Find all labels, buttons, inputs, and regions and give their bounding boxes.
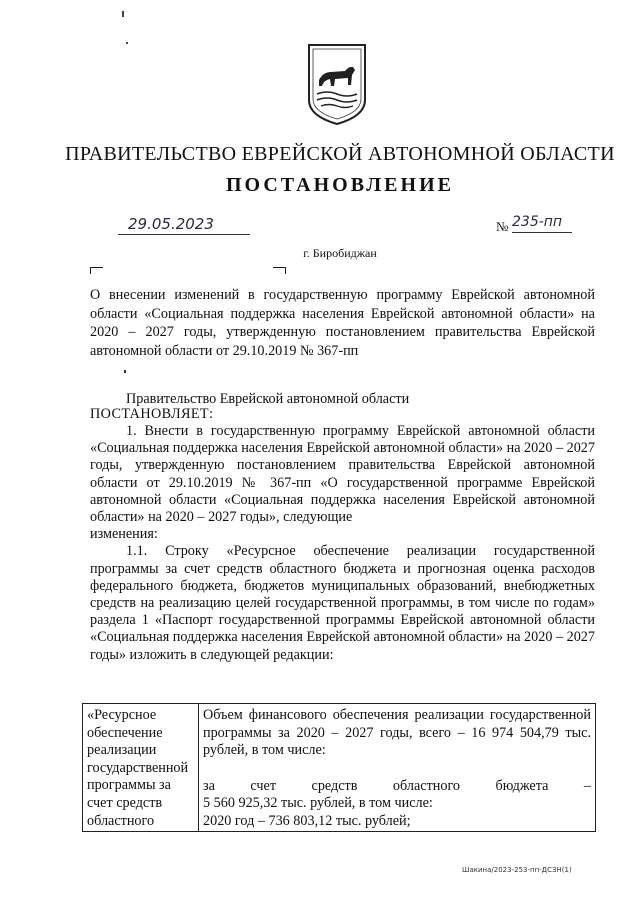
resolve-line: ПОСТАНОВЛЯЕТ: <box>90 406 214 422</box>
scan-speck <box>122 11 124 17</box>
document-subject: О внесении изменений в государственную программу Еврейской автономной области «Социальная поддержка населения Еврейской автономной области» на 2020 – 2027 годы, утвержденную постановлением правительства Еврейской автономной области от 29.10.2019 № 367-пп <box>90 287 595 359</box>
government-title: ПРАВИТЕЛЬСТВО ЕВРЕЙСКОЙ АВТОНОМНОЙ ОБЛАСТИ <box>65 143 615 165</box>
item-1-1: 1.1. Строку «Ресурсное обеспечение реализации государственной программы за счет средств областного бюджета и прогнозная оценка расходов федерального бюджета, бюджетов муниципальных образований, внебюджетных средств на реализацию целей государственной программы, в том числе по годам» раздела 1 «Паспорт государственной программы Еврейской автономной области «Социальная поддержка населения Еврейской автономной области» на 2020 – 2027 годы» изложить в следующей редакции: <box>90 543 595 663</box>
table-cell-value <box>199 704 596 832</box>
regional-budget-value: 5 560 925,32 тыс. рублей, в том числе: <box>203 795 433 812</box>
resource-table <box>82 703 596 832</box>
document-date: 29.05.2023 <box>118 215 250 235</box>
subject-corner-right <box>273 267 286 274</box>
total-funding: Объем финансового обеспечения реализации государственной программы за 2020 – 2027 годы, всего – 16 974 504,79 тыс. рублей, в том числе: <box>203 707 591 759</box>
emblem-icon <box>305 42 369 126</box>
city-line: г. Биробиджан <box>303 246 377 260</box>
intro-line: Правительство Еврейской автономной области <box>126 391 410 407</box>
scan-speck <box>126 42 128 44</box>
table-row <box>83 704 596 832</box>
scan-speck <box>124 370 126 373</box>
document-body <box>90 423 595 664</box>
footer-reference: Шакина/2023-253-пп-ДСЗН(1) <box>462 866 572 874</box>
document-number: 235-пп <box>512 214 572 233</box>
document-type-title: ПОСТАНОВЛЕНИЕ <box>226 174 454 196</box>
item-1: 1. Внести в государственную программу Еврейской автономной области «Социальная поддержка населения Еврейской автономной области» на 2020 – 2027 годы, утвержденную постановлением правительства Еврейской автономной области от 29.10.2019 № 367-пп «О государственной программе Еврейской автономной области «Социальная поддержка населения Еврейской автономной области» на 2020 – 2027 годы», следующие <box>90 423 595 526</box>
item-1-continuation: изменения: <box>90 526 158 543</box>
subject-corner-left <box>90 267 103 274</box>
year-2020-value: 2020 год – 736 803,12 тыс. рублей; <box>203 812 411 829</box>
number-sign: № <box>496 219 509 234</box>
table-cell-label: «Ресурсное обеспечение реализации государственной программы за счет средств областного <box>83 704 199 832</box>
regional-budget-label: за счет средств областного бюджета – <box>203 777 591 794</box>
